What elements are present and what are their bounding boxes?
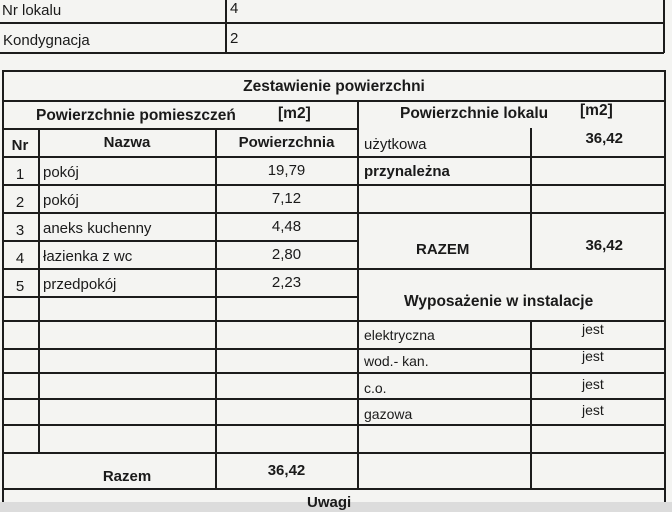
section-divider bbox=[357, 100, 359, 488]
room-name: pokój bbox=[43, 164, 79, 181]
row-line bbox=[2, 212, 665, 214]
room-name: łazienka z wc bbox=[43, 248, 133, 265]
room-nr: 1 bbox=[15, 166, 25, 183]
info-divider bbox=[225, 0, 227, 53]
unit-header: Powierzchnie lokalu bbox=[400, 105, 549, 122]
installation-value: jest bbox=[582, 348, 604, 364]
usable-area-value: 36,42 bbox=[585, 130, 623, 147]
row-line bbox=[2, 184, 665, 186]
room-name: aneks kuchenny bbox=[43, 220, 152, 237]
row-line bbox=[2, 268, 665, 270]
room-area: 2,23 bbox=[271, 274, 302, 291]
row-line bbox=[2, 296, 358, 298]
row-line bbox=[2, 128, 358, 130]
lokal-number-value: 4 bbox=[230, 0, 239, 17]
installation-name: c.o. bbox=[364, 380, 387, 396]
unit-total-value: 36,42 bbox=[585, 237, 623, 254]
floor-label: Kondygnacja bbox=[3, 32, 90, 49]
installation-name: wod.- kan. bbox=[364, 353, 429, 369]
col-divider bbox=[215, 128, 217, 488]
rooms-header: Powierzchnie pomieszczeń bbox=[36, 107, 236, 124]
info-divider bbox=[663, 0, 665, 53]
info-line bbox=[0, 22, 664, 24]
col-nr-header: Nr bbox=[11, 137, 29, 154]
room-name: przedpokój bbox=[43, 276, 117, 293]
usable-area-label: użytkowa bbox=[364, 136, 427, 153]
room-area: 7,12 bbox=[271, 190, 302, 207]
remarks-heading: Uwagi bbox=[307, 494, 352, 511]
rooms-total-value: 36,42 bbox=[267, 462, 306, 479]
room-nr: 4 bbox=[15, 250, 25, 267]
row-line bbox=[2, 348, 665, 350]
installation-name: gazowa bbox=[364, 406, 413, 422]
row-line bbox=[2, 156, 665, 158]
floor-value: 2 bbox=[230, 30, 239, 47]
summary-title: Zestawienie powierzchni bbox=[243, 78, 425, 95]
row-line bbox=[2, 372, 665, 374]
info-line bbox=[0, 52, 664, 54]
col-divider bbox=[38, 128, 40, 452]
col-area-header: Powierzchnia bbox=[238, 134, 335, 151]
row-line bbox=[2, 398, 665, 400]
table-top-border bbox=[2, 70, 666, 72]
lokal-number-label: Nr lokalu bbox=[2, 2, 62, 19]
room-nr: 2 bbox=[15, 194, 25, 211]
room-nr: 3 bbox=[15, 222, 25, 239]
rooms-unit: [m2] bbox=[278, 105, 311, 122]
room-name: pokój bbox=[43, 192, 79, 209]
col-name-header: Nazwa bbox=[103, 134, 151, 151]
row-line bbox=[2, 320, 665, 322]
row-line bbox=[2, 424, 665, 426]
unit-total-label: RAZEM bbox=[416, 241, 470, 258]
installation-value: jest bbox=[582, 321, 604, 337]
rooms-total-label: Razem bbox=[102, 468, 152, 485]
row-line bbox=[2, 240, 358, 242]
room-area: 19,79 bbox=[267, 162, 306, 179]
installation-value: jest bbox=[582, 376, 604, 392]
row-line bbox=[2, 100, 665, 102]
installations-header: Wyposażenie w instalacje bbox=[404, 293, 594, 310]
unit-unit: [m2] bbox=[580, 102, 613, 119]
table-right-border bbox=[664, 70, 666, 502]
col-divider bbox=[530, 320, 532, 488]
room-nr: 5 bbox=[15, 278, 25, 295]
row-line bbox=[2, 452, 665, 454]
installation-name: elektryczna bbox=[364, 327, 435, 343]
belonging-area-label: przynależna bbox=[364, 163, 450, 180]
row-line bbox=[2, 488, 665, 490]
room-area: 2,80 bbox=[271, 246, 302, 263]
installation-value: jest bbox=[582, 402, 604, 418]
room-area: 4,48 bbox=[271, 218, 302, 235]
